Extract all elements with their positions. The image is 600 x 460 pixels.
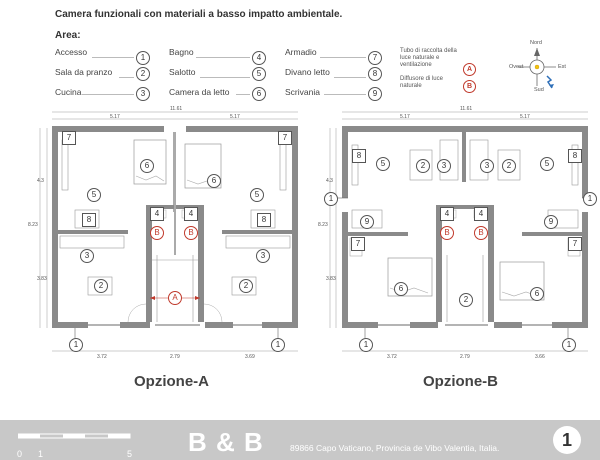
legend-label-bagno: Bagno	[169, 47, 194, 57]
scale-label-0: 0	[17, 449, 23, 459]
legend-label-salotto: Salotto	[169, 67, 196, 77]
dim-b-b1: 3.72	[387, 354, 397, 360]
legend-num-4: 4	[252, 51, 266, 65]
legend-label-armadio: Armadio	[285, 47, 317, 57]
room-4-a1: 4	[150, 207, 164, 221]
dim-b-side-top: 4.3	[326, 178, 333, 184]
room-8-a2: 8	[257, 213, 271, 227]
dim-b-side-bottom: 3.83	[326, 276, 336, 282]
dim-a-side: 8.23	[28, 222, 38, 228]
legend-label-divano: Divano letto	[285, 67, 330, 77]
dim-a-side-top: 4.3	[37, 178, 44, 184]
legend-num-6: 6	[252, 87, 266, 101]
badge-b-b1: B	[440, 226, 454, 240]
dim-a-side-bottom: 3.83	[37, 276, 47, 282]
room-4-a2: 4	[184, 207, 198, 221]
page-title: Camera funzionali con materiali a basso impatto ambientale.	[55, 9, 343, 20]
room-6-a2: 6	[207, 174, 221, 188]
legend-num-2: 2	[136, 67, 150, 81]
room-2-b3: 2	[459, 293, 473, 307]
note-badge-a: A	[463, 63, 476, 76]
compass-rose	[518, 48, 556, 88]
entry-1-a1: 1	[69, 338, 83, 352]
room-9-b2: 9	[544, 215, 558, 229]
room-7-a2: 7	[278, 131, 292, 145]
legend-num-8: 8	[368, 67, 382, 81]
badge-b-a1: B	[150, 226, 164, 240]
entry-1-b2: 1	[583, 192, 597, 206]
room-8-b1: 8	[352, 149, 366, 163]
dim-a-b3: 3.69	[245, 354, 255, 360]
note-diffuser: Diffusore di luce naturale	[400, 76, 443, 89]
room-2-b2: 2	[502, 159, 516, 173]
dim-a-right: 5.17	[230, 114, 240, 120]
dim-b-side: 8.23	[318, 222, 328, 228]
entry-1-b1: 1	[324, 192, 338, 206]
legend-num-7: 7	[368, 51, 382, 65]
room-6-b2: 6	[530, 287, 544, 301]
room-7-b1: 7	[351, 237, 365, 251]
address-text: 89866 Capo Vaticano, Provincia de Vibo Valentia, Italia.	[290, 443, 500, 453]
room-2-b1: 2	[416, 159, 430, 173]
dim-b-total: 11.61	[460, 106, 473, 112]
legend-num-1: 1	[136, 51, 150, 65]
dim-b-b2: 2.79	[460, 354, 470, 360]
room-7-a1: 7	[62, 131, 76, 145]
room-5-b2: 5	[540, 157, 554, 171]
option-a-label: Opzione-A	[134, 373, 209, 390]
scale-label-5: 5	[127, 449, 133, 459]
scale-label-1: 1	[38, 449, 44, 459]
room-4-b1: 4	[440, 207, 454, 221]
dim-b-left: 5.17	[400, 114, 410, 120]
entry-1-a2: 1	[271, 338, 285, 352]
legend-label-sala: Sala da pranzo	[55, 67, 113, 77]
room-3-b2: 3	[480, 159, 494, 173]
room-2-a2: 2	[239, 279, 253, 293]
area-heading: Area:	[55, 30, 81, 41]
option-b-label: Opzione-B	[423, 373, 498, 390]
plan-b	[330, 112, 592, 351]
room-6-b1: 6	[394, 282, 408, 296]
legend-label-accesso: Accesso	[55, 47, 88, 57]
legend-label-cucina: Cucina	[55, 87, 82, 97]
entry-1-b3: 1	[359, 338, 373, 352]
room-8-b2: 8	[568, 149, 582, 163]
dim-a-left: 5.17	[110, 114, 120, 120]
dim-b-b3: 3.66	[535, 354, 545, 360]
room-5-b1: 5	[376, 157, 390, 171]
compass-south: Sud	[534, 87, 544, 93]
badge-a-a: A	[168, 291, 182, 305]
room-8-a1: 8	[82, 213, 96, 227]
legend-num-3: 3	[136, 87, 150, 101]
dim-a-b2: 2.79	[170, 354, 180, 360]
dim-a-b1: 3.72	[97, 354, 107, 360]
note-light-tube: Tubo di raccolta della luce naturale e ventilazione	[400, 48, 457, 68]
room-6-a1: 6	[140, 159, 154, 173]
badge-b-b2: B	[474, 226, 488, 240]
note-badge-b: B	[463, 80, 476, 93]
badge-b-a2: B	[184, 226, 198, 240]
compass-north: Nord	[530, 40, 542, 46]
plan-a	[40, 112, 298, 351]
legend-label-scrivania: Scrivania	[285, 87, 320, 97]
room-2-a1: 2	[94, 279, 108, 293]
room-4-b2: 4	[474, 207, 488, 221]
legend-label-camera: Camera da letto	[169, 87, 230, 97]
room-5-a1: 5	[87, 188, 101, 202]
legend-num-5: 5	[252, 67, 266, 81]
compass-west: Ovest	[509, 64, 524, 70]
room-7-b2: 7	[568, 237, 582, 251]
footer-bar	[0, 420, 600, 460]
room-9-b1: 9	[360, 215, 374, 229]
room-3-a2: 3	[256, 249, 270, 263]
compass-east: Est	[558, 64, 566, 70]
page-number: 1	[553, 426, 581, 454]
brand-logo: B & B	[188, 427, 264, 457]
dim-b-right: 5.17	[520, 114, 530, 120]
entry-1-b4: 1	[562, 338, 576, 352]
dim-a-total: 11.61	[170, 106, 183, 112]
room-3-a1: 3	[80, 249, 94, 263]
legend-num-9: 9	[368, 87, 382, 101]
room-3-b1: 3	[437, 159, 451, 173]
room-5-a2: 5	[250, 188, 264, 202]
